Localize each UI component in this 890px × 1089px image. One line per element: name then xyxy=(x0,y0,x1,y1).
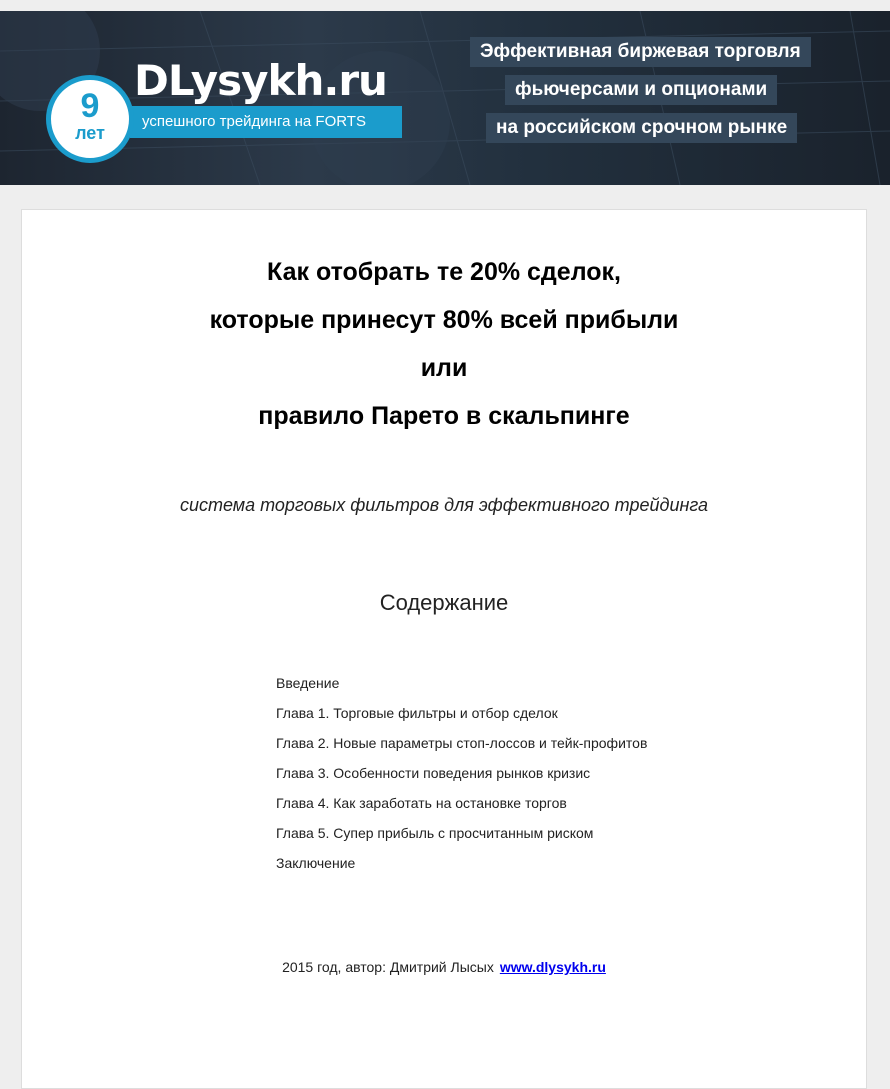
toc-item: Глава 5. Супер прибыль с просчитанным риском xyxy=(276,825,594,841)
title-line: Как отобрать те 20% сделок, xyxy=(267,258,621,286)
toc-item: Глава 1. Торговые фильтры и отбор сделок xyxy=(276,705,558,721)
title-line: которые принесут 80% всей прибыли xyxy=(209,306,679,334)
document-footer xyxy=(22,959,866,975)
footer-text: 2015 год, автор: Дмитрий Лысых xyxy=(282,959,494,975)
title-line: или xyxy=(420,354,468,382)
document-page xyxy=(21,209,867,1089)
tagline: на российском срочном рынке xyxy=(486,113,797,143)
years-badge xyxy=(46,75,134,163)
toc-item: Глава 4. Как заработать на остановке торгов xyxy=(276,795,567,811)
logo-ribbon: успешного трейдинга на FORTS xyxy=(130,106,402,138)
toc-heading: Содержание xyxy=(379,590,509,615)
tagline: фьючерсами и опционами xyxy=(505,75,777,105)
badge-number: 9 xyxy=(80,87,100,125)
toc-item: Глава 3. Особенности поведения рынков кризис xyxy=(276,765,591,781)
toc-item: Глава 2. Новые параметры стоп-лоссов и тейк-профитов xyxy=(276,735,648,751)
badge-unit: лет xyxy=(75,123,105,143)
table-of-contents xyxy=(276,668,647,878)
document-title xyxy=(22,248,866,440)
toc-item: Заключение xyxy=(276,855,356,871)
toc-item: Введение xyxy=(276,675,340,691)
tagline: Эффективная биржевая торговля xyxy=(470,37,811,67)
header-banner xyxy=(0,11,890,185)
document-subtitle: система торговых фильтров для эффективного трейдинга xyxy=(179,495,709,515)
title-line: правило Парето в скальпинге xyxy=(258,402,630,430)
website-link[interactable]: www.dlysykh.ru xyxy=(499,959,606,975)
site-logo[interactable]: DLysykh.ru xyxy=(134,56,387,105)
